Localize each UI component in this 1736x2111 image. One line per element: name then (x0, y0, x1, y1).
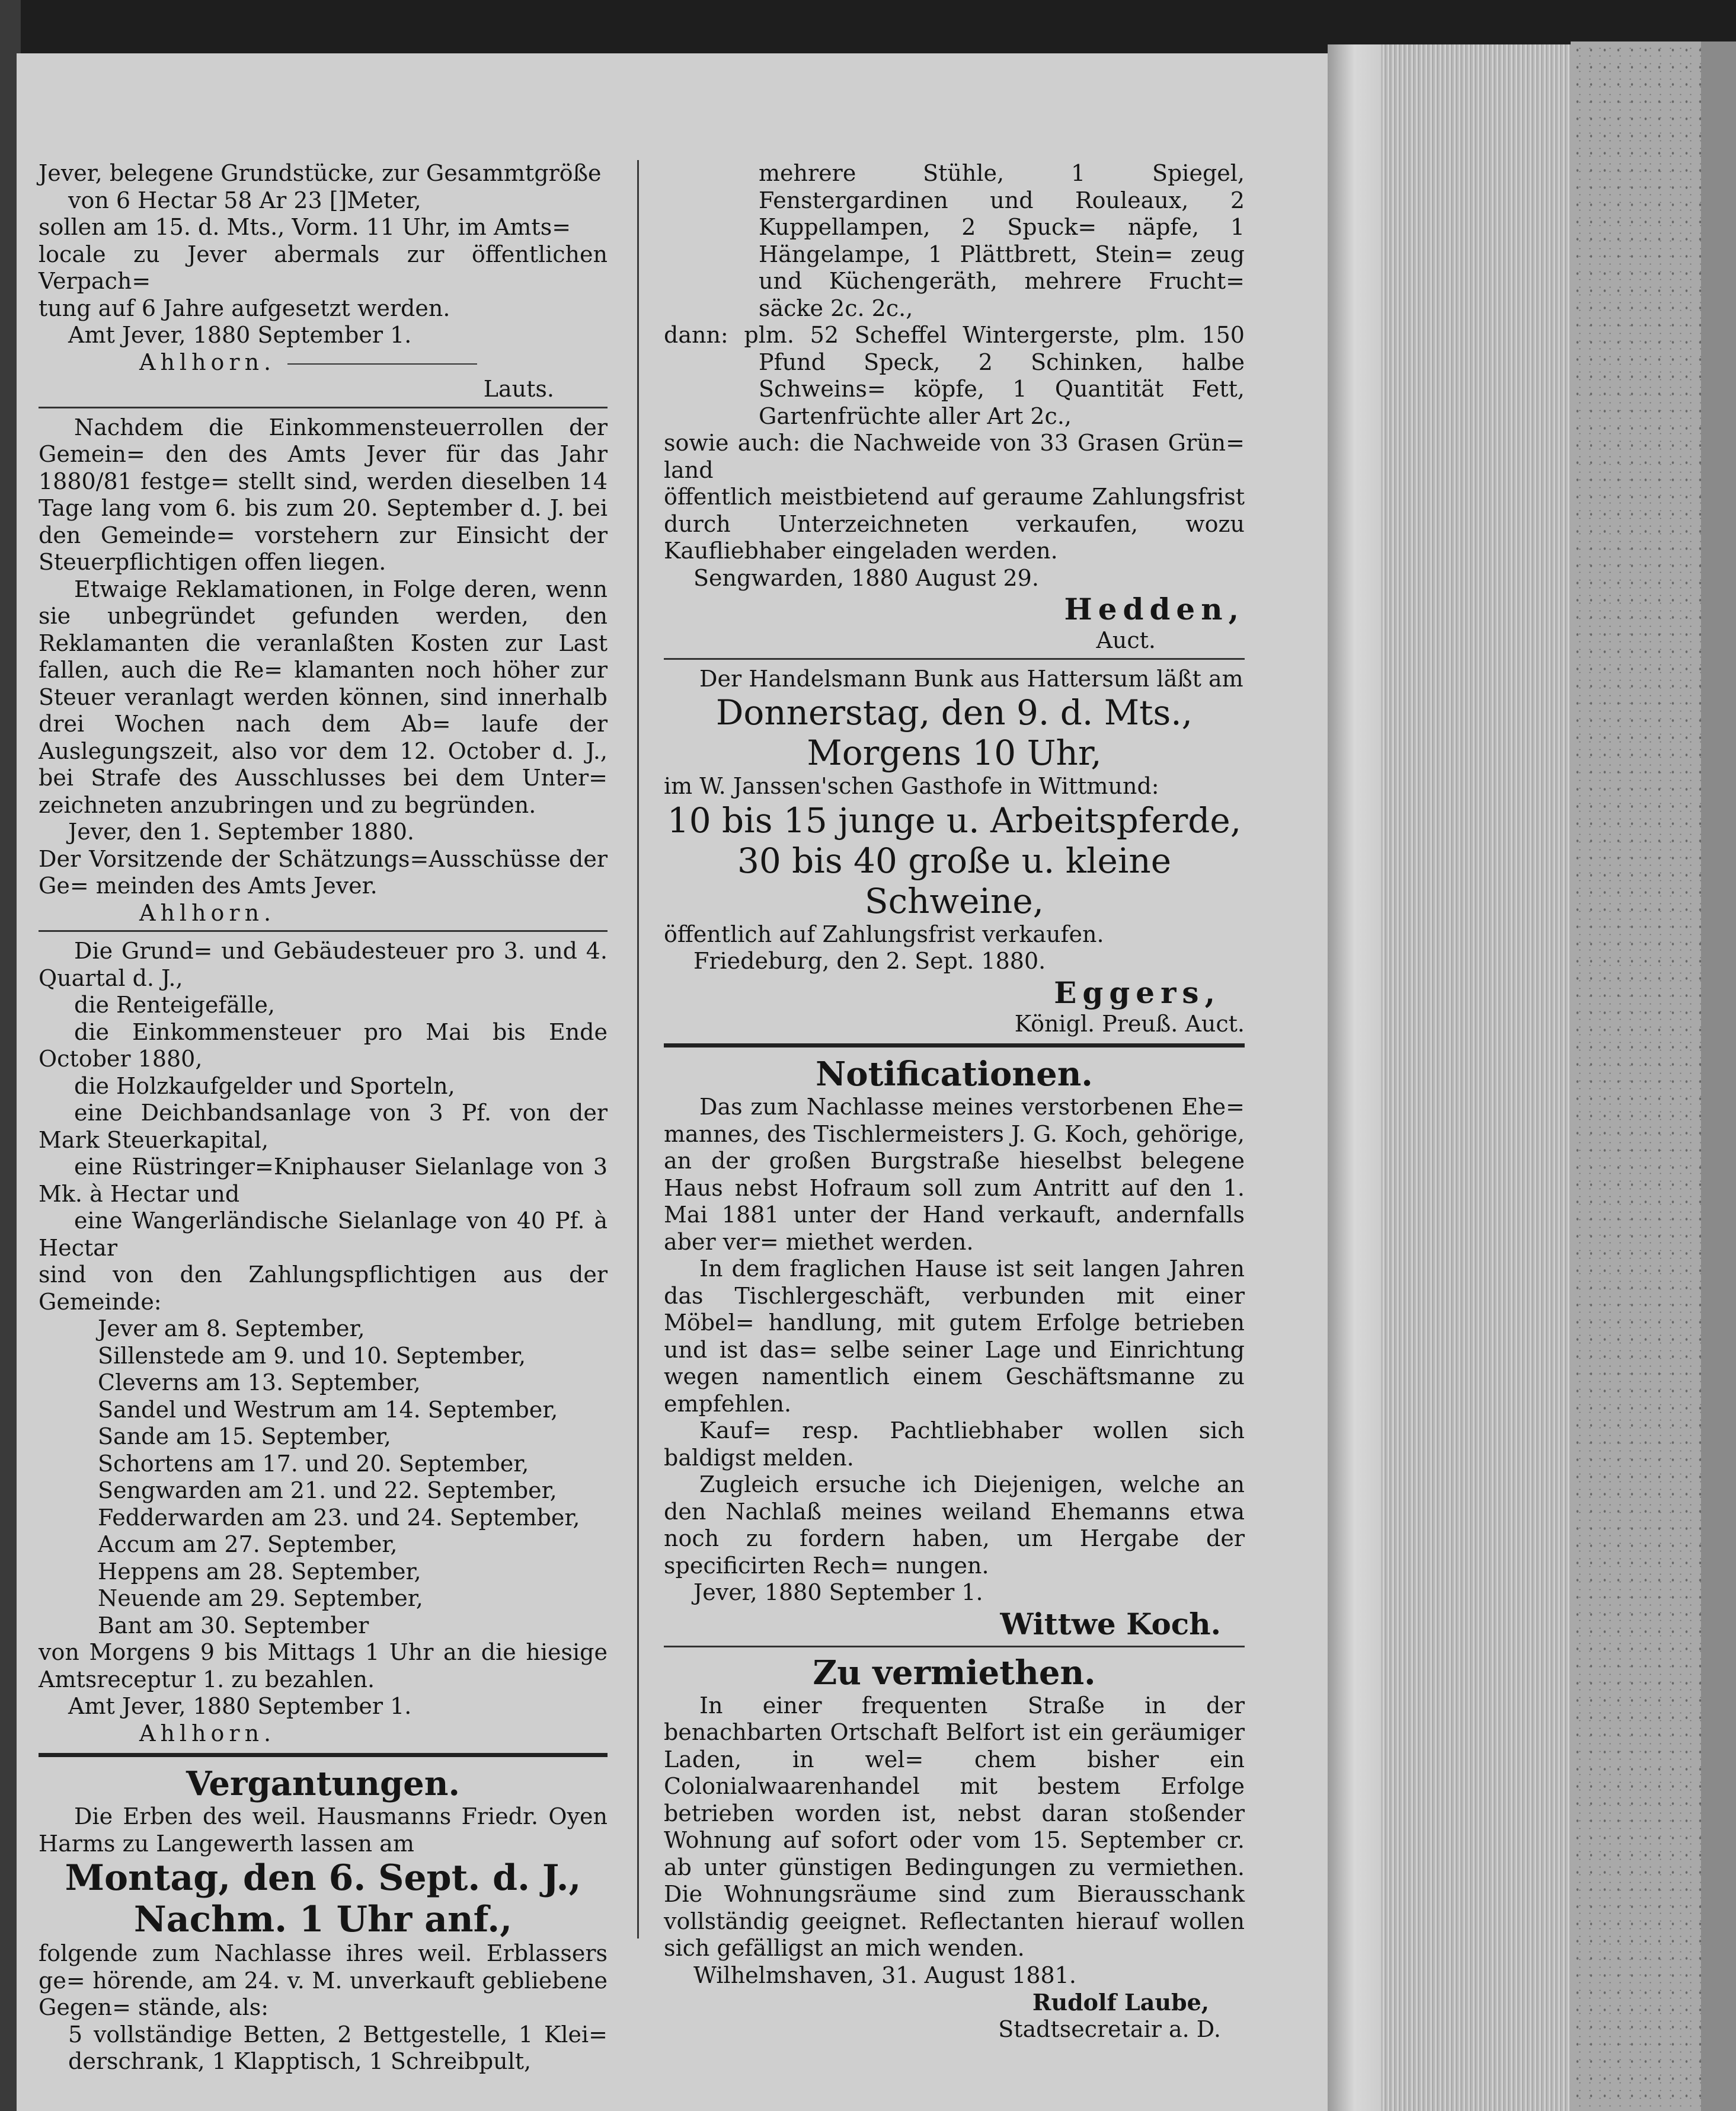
notice-divider (664, 1646, 1245, 1647)
signature (39, 349, 608, 376)
text-line: Jever, belegene Grundstücke, zur Gesammtgröße (39, 160, 602, 186)
section-zu-vermiethen (664, 1653, 1245, 2043)
item-list: plm. 52 Scheffel Wintergerste, plm. 150 Pfund Speck, 2 Schinken, halbe Schweins= köpfe, 1 Quantität Fett, Gartenfrüchte aller Art 2c., (744, 322, 1245, 429)
text-line: locale zu Jever abermals zur öffentlichen Verpach= (39, 241, 608, 294)
schedule-item: Sengwarden am 21. und 22. September, (98, 1477, 557, 1503)
schedule-item: Neuende am 29. September, (98, 1585, 423, 1611)
text-line: von Morgens 9 bis Mittags 1 Uhr an die hiesige Amtsreceptur 1. zu bezahlen. (39, 1639, 608, 1692)
auction-date: Montag, den 6. Sept. d. J., (65, 1857, 581, 1899)
section-divider (39, 1753, 608, 1757)
signature-title: Königl. Preuß. Auct. (1014, 1010, 1245, 1037)
text-line (664, 322, 1245, 430)
signature: Rudolf Laube, (1032, 1989, 1209, 2016)
place-date: Amt Jever, 1880 September 1. (68, 1693, 412, 1719)
place-date: Jever, 1880 September 1. (693, 1579, 983, 1605)
intro: Der Handelsmann Bunk aus Hattersum läßt am (699, 665, 1243, 692)
place-date: Friedeburg, den 2. Sept. 1880. (693, 948, 1046, 974)
schedule-item: Bant am 30. September (98, 1612, 369, 1639)
section-divider (664, 1043, 1245, 1047)
schedule-item: Jever am 8. September, (98, 1315, 365, 1342)
signature: Ahlhorn. (139, 899, 276, 926)
paragraph: In einer frequenten Straße in der benachbarten Ortschaft Belfort ist ein geräumiger Laden, in wel= chem bisher ein Colonialwaarenhandel mit bestem Erfolge betrieben worden ist, nebst daran stoßender Wohnung auf sofort oder vom 15. September cr. ab unter günstigen Bedingungen zu vermiethen. Die Wohnungsräume sind zum Bierausschank vollständig geeignet. Reflectanten hierauf wollen sich gefälligst an mich wenden. (664, 1692, 1245, 1961)
notice-income-tax (39, 414, 608, 927)
signature-title: Stadtsecretair a. D. (998, 2016, 1221, 2042)
notice-divider (39, 407, 608, 408)
section-heading: Vergantungen. (186, 1764, 460, 1803)
auction-continued (664, 160, 1245, 654)
list-item: eine Rüstringer=Kniphauser Sielanlage von 3 Mk. à Hectar und (39, 1154, 608, 1207)
signature: Hedden, (1064, 592, 1245, 627)
notice-tax-payments (39, 938, 608, 1747)
schedule-item: Sillenstede am 9. und 10. September, (98, 1342, 526, 1369)
paragraph: Kauf= resp. Pachtliebhaber wollen sich baldigst melden. (664, 1417, 1245, 1471)
section-notificationen (664, 1055, 1245, 1642)
signature: Ahlhorn. (139, 1720, 276, 1746)
left-column (39, 160, 608, 2075)
section-vergantungen (39, 1764, 608, 2075)
signature: Eggers, (1054, 975, 1221, 1010)
place-date: Jever, den 1. September 1880. (68, 819, 415, 845)
signature-rule (287, 363, 477, 365)
auction-time: Morgens 10 Uhr, (807, 733, 1102, 773)
lot: 10 bis 15 junge u. Arbeitspferde, (667, 800, 1242, 841)
label: sowie auch: (664, 430, 801, 456)
book-cover-shadow (1701, 41, 1736, 2111)
schedule-item: Sande am 15. September, (98, 1423, 391, 1449)
signature-title: Auct. (1096, 627, 1156, 653)
auction-time: Nachm. 1 Uhr anf., (133, 1899, 513, 1940)
text-line: sind von den Zahlungspflichtigen aus der Gemeinde: (39, 1262, 608, 1315)
notice-lease (39, 160, 608, 403)
schedule-item: Fedderwarden am 23. und 24. September, (98, 1504, 580, 1531)
signature: Wittwe Koch. (1000, 1606, 1221, 1641)
text-line: tung auf 6 Jahre aufgesetzt werden. (39, 295, 450, 321)
text-line (664, 430, 1245, 484)
text-line: von 6 Hectar 58 Ar 23 []Meter, (68, 187, 421, 213)
list-item: eine Deichbandsanlage von 3 Pf. von der Mark Steuerkapital, (39, 1100, 608, 1153)
countersignature: Lauts. (483, 376, 554, 402)
right-column (664, 160, 1245, 2043)
text-line: öffentlich meistbietend auf geraume Zahlungsfrist durch Unterzeichneten verkaufen, wozu Kaufliebhaber eingeladen werden. (664, 484, 1245, 564)
paragraph: In dem fraglichen Hause ist seit langen Jahren das Tischlergeschäft, verbunden mit einer Möbel= handlung, mit gutem Erfolge betrieben und ist das= selbe seiner Lage und Einrichtung wegen namentlich einem Geschäftsmanne zu empfehlen. (664, 1256, 1245, 1417)
text-line: öffentlich auf Zahlungsfrist verkaufen. (664, 921, 1104, 947)
schedule-item: Heppens am 28. September, (98, 1558, 421, 1585)
intro: Die Erben des weil. Hausmanns Friedr. Oyen Harms zu Langewerth lassen am (39, 1803, 608, 1857)
text-line: sollen am 15. d. Mts., Vorm. 11 Uhr, im Amts= (39, 214, 571, 240)
schedule-item: Schortens am 17. und 20. September, (98, 1450, 529, 1477)
place-date: Amt Jever, 1880 September 1. (68, 322, 412, 348)
paragraph: Etwaige Reklamationen, in Folge deren, wenn sie unbegründet gefunden werden, den Reklamanten die veranlaßten Kosten zur Last fallen, auch die Re= klamanten noch höher zur Steuer veranlagt werden können, sind innerhalb drei Wochen nach dem Ab= laufe der Auslegungszeit, also vor dem 12. October d. J., bei Strafe des Ausschlusses bei dem Unter= zeichneten anzubringen und zu begründen. (39, 576, 608, 818)
auction-date: Donnerstag, den 9. d. Mts., (715, 692, 1193, 733)
section-heading: Notificationen. (816, 1055, 1093, 1094)
item-list: mehrere Stühle, 1 Spiegel, Fenstergardinen und Rouleaux, 2 Kuppellampen, 2 Spuck= näpfe, 1 Hängelampe, 1 Plättbrett, Stein= zeug und Küchengeräth, mehrere Frucht= säcke 2c. 2c., (759, 160, 1245, 321)
notice-divider (39, 930, 608, 932)
place-date: Sengwarden, 1880 August 29. (693, 564, 1039, 591)
item-list: die Nachweide von 33 Grasen Grün= land (664, 430, 1245, 483)
text-line: folgende zum Nachlasse ihres weil. Erblassers ge= hörende, am 24. v. M. unverkauft gebliebene Gegen= stände, als: (39, 1940, 608, 2020)
paragraph: Nachdem die Einkommensteuerrollen der Gemein= den des Amts Jever für das Jahr 1880/81 festge= stellt sind, werden dieselben 14 Tage lang vom 6. bis zum 20. September d. J. bei den Gemeinde= vorstehern zur Einsicht der Steuerpflichtigen offen liegen. (39, 414, 608, 575)
list-item: die Holzkaufgelder und Sporteln, (74, 1072, 455, 1099)
schedule-item: Accum am 27. September, (98, 1531, 398, 1557)
intro: Die Grund= und Gebäudesteuer pro 3. und 4. Quartal d. J., (39, 938, 608, 991)
paragraph: Zugleich ersuche ich Diejenigen, welche an den Nachlaß meines weiland Ehemanns etwa noch zu fordern haben, um Hergabe der specificirten Rech= nungen. (664, 1471, 1245, 1579)
notice-livestock-auction (664, 666, 1245, 1038)
lot: 30 bis 40 große u. kleine Schweine, (737, 840, 1172, 921)
location: im W. Janssen'schen Gasthofe in Wittmund: (664, 773, 1159, 799)
sender: Der Vorsitzende der Schätzungs=Ausschüsse der Ge= meinden des Amts Jever. (39, 845, 608, 899)
schedule-item: Sandel und Westrum am 14. September, (98, 1396, 558, 1423)
notice-divider (664, 658, 1245, 660)
label: dann: (664, 322, 728, 348)
paragraph: Das zum Nachlasse meines verstorbenen Ehe= mannes, des Tischlermeisters J. G. Koch, gehörige, an der großen Burgstraße hieselbst belegene Haus nebst Hofraum soll zum Antritt auf den 1. Mai 1881 unter der Hand verkauft, andernfalls aber ver= miethet werden. (664, 1094, 1245, 1255)
list-item: die Einkommensteuer pro Mai bis Ende October 1880, (39, 1018, 608, 1072)
column-divider (637, 160, 639, 1938)
list-item: eine Wangerländische Sielanlage von 40 Pf. à Hectar (39, 1208, 608, 1261)
section-heading: Zu vermiethen. (813, 1653, 1096, 1692)
schedule-item: Cleverns am 13. September, (98, 1369, 421, 1395)
place-date: Wilhelmshaven, 31. August 1881. (693, 1962, 1076, 1988)
page-edges (1381, 44, 1582, 2111)
item-list: 5 vollständige Betten, 2 Bettgestelle, 1 Klei= derschrank, 1 Klapptisch, 1 Schreibpult, (68, 2021, 608, 2074)
signature-name: Ahlhorn. (139, 349, 276, 375)
list-item: die Renteigefälle, (74, 992, 275, 1018)
